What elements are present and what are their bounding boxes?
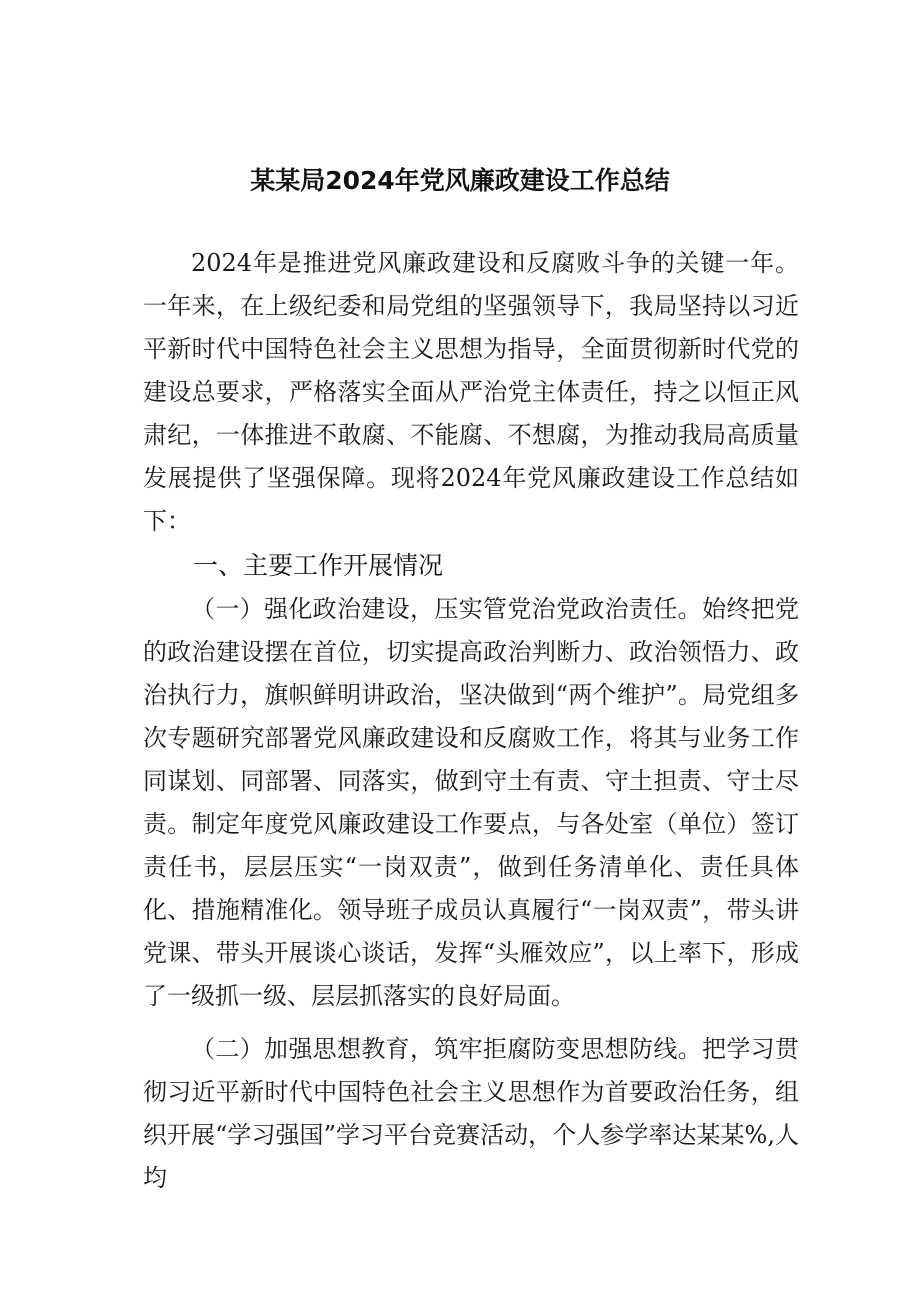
paragraph-ideological-education: （二）加强思想教育，筑牢拒腐防变思想防线。把学习贯彻习近平新时代中国特色社会主义思想作为首要政治任务，组织开展“学习强国”学习平台竞赛活动，个人参学率达某某%,人均: [143, 1035, 799, 1192]
intro-paragraph: 2024年是推进党风廉政建设和反腐败斗争的关键一年。一年来，在上级纪委和局党组的坚强领导下，我局坚持以习近平新时代中国特色社会主义思想为指导，全面贯彻新时代党的建设总要求，严格落实全面从严治党主体责任，持之以恒正风肃纪，一体推进不敢腐、不能腐、不想腐，为推动我局高质量发展提供了坚强保障。现将2024年党风廉政建设工作总结如下：: [143, 249, 799, 535]
document-body: [143, 242, 799, 1200]
paragraph-political-building: （一）强化政治建设，压实管党治党政治责任。始终把党的政治建设摆在首位，切实提高政治判断力、政治领悟力、政治执行力，旗帜鲜明讲政治，坚决做到“两个维护”。局党组多次专题研究部署党风廉政建设和反腐败工作，将其与业务工作同谋划、同部署、同落实，做到守土有责、守土担责、守士尽责。制定年度党风廉政建设工作要点，与各处室（单位）签订责任书，层层压实“一岗双责”，做到任务清单化、责任具体化、措施精准化。领导班子成员认真履行“一岗双责”，带头讲党课、带头开展谈心谈话，发挥“头雁效应”，以上率下，形成了一级抓一级、层层抓落实的良好局面。: [143, 595, 799, 1010]
section-heading: 一、主要工作开展情况: [193, 551, 444, 580]
document-title: 某某局2024年党风廉政建设工作总结: [250, 166, 670, 195]
